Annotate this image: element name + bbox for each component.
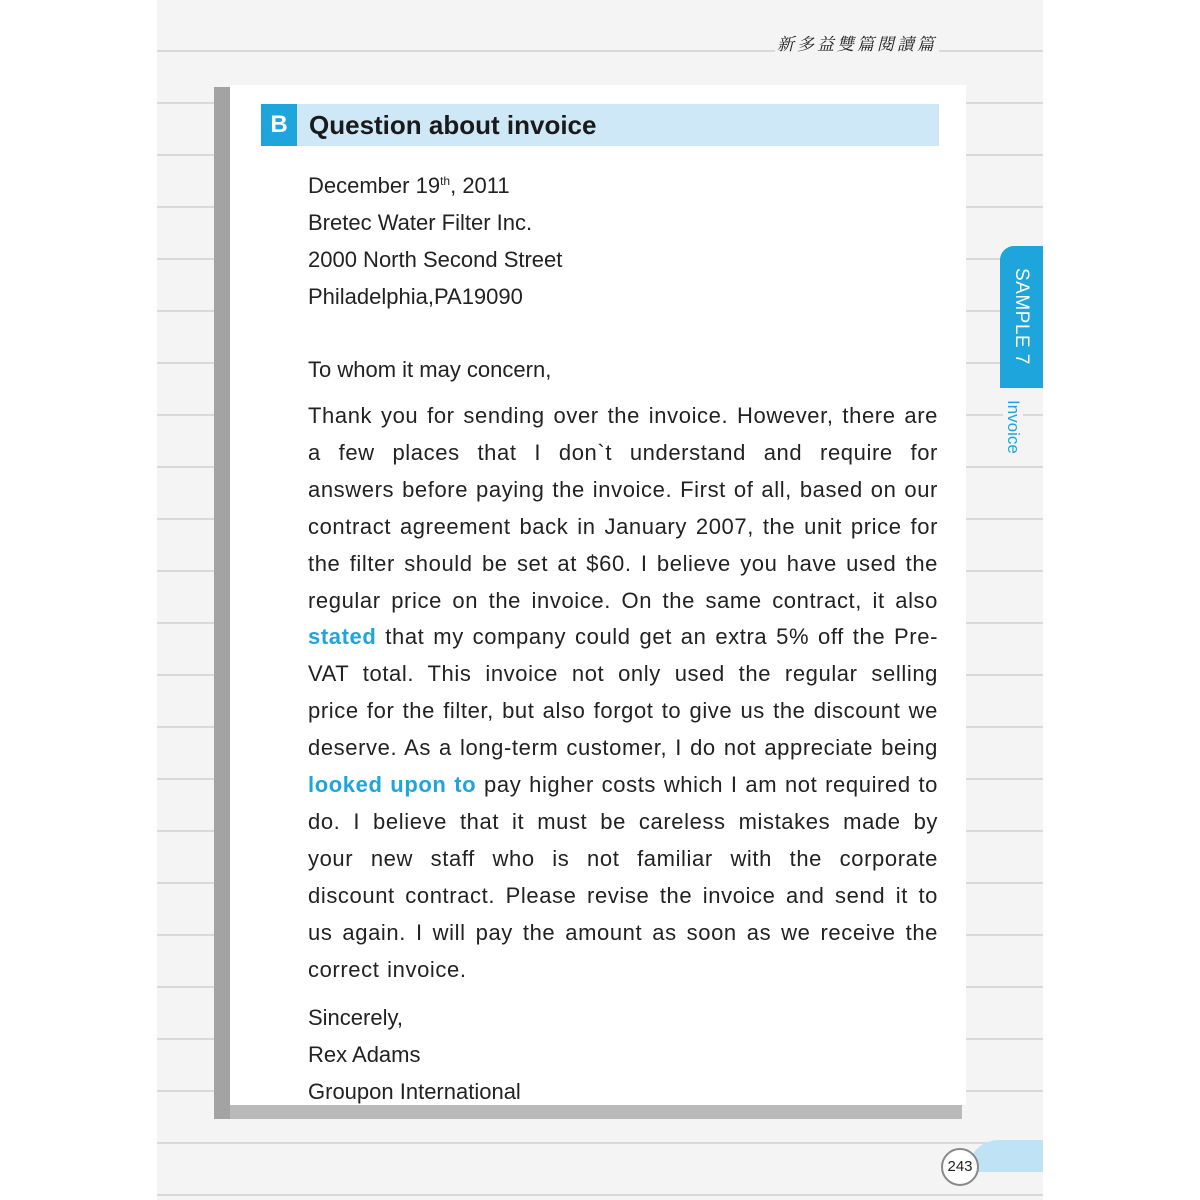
section-title: Question about invoice (309, 110, 597, 140)
signature-company: Groupon International (308, 1078, 521, 1104)
highlight-looked-upon-to: looked upon to (308, 772, 477, 798)
body-text-2: that my company could get an extra 5% off the Pre-VAT total. This invoice not only used the regular selling price for the filter, but also forgot to give us the discount we deserve. As a long-term customer, I do not appreciate being (308, 624, 938, 761)
side-tab-sublabel: Invoice (1004, 400, 1023, 454)
salutation: To whom it may concern, (308, 357, 552, 382)
side-tab-label: SAMPLE 7 (1011, 268, 1032, 365)
highlight-stated: stated (308, 624, 377, 650)
date-suffix: th (440, 174, 451, 188)
letter (308, 167, 938, 1110)
date-year: , 2011 (450, 173, 510, 198)
page-number: 243 (941, 1148, 979, 1186)
address-line-city: Philadelphia,PA19090 (308, 284, 523, 309)
body-text-3: pay higher costs which I am not required to do. I believe that it must be careless mistakes made by your new staff who is not familiar with the corporate discount contract. Please revise the invoice and send it to us again. I will pay the amount as soon as we receive the correct invoice. (308, 772, 939, 982)
address-line-street: 2000 North Second Street (308, 247, 563, 272)
signature-name: Rex Adams (308, 1041, 421, 1067)
body-paragraph (308, 398, 938, 989)
card-accent-bar (214, 87, 230, 1119)
section-badge: B (261, 104, 297, 146)
closing: Sincerely, (308, 1004, 403, 1030)
address-line-company: Bretec Water Filter Inc. (308, 210, 533, 235)
running-head: 新多益雙篇閱讀篇 (775, 30, 939, 55)
body-text-1: Thank you for sending over the invoice. However, there are a few places that I don`t understand and require for answers before paying the invoice. First of all, based on our contract agreement back in January 2007, the unit price for the filter should be set at $60. I believe you have used the regular price on the invoice. On the same contract, it also (308, 403, 938, 613)
section-header (261, 104, 939, 146)
letter-date (308, 167, 938, 204)
date-main: December 19 (308, 173, 441, 198)
